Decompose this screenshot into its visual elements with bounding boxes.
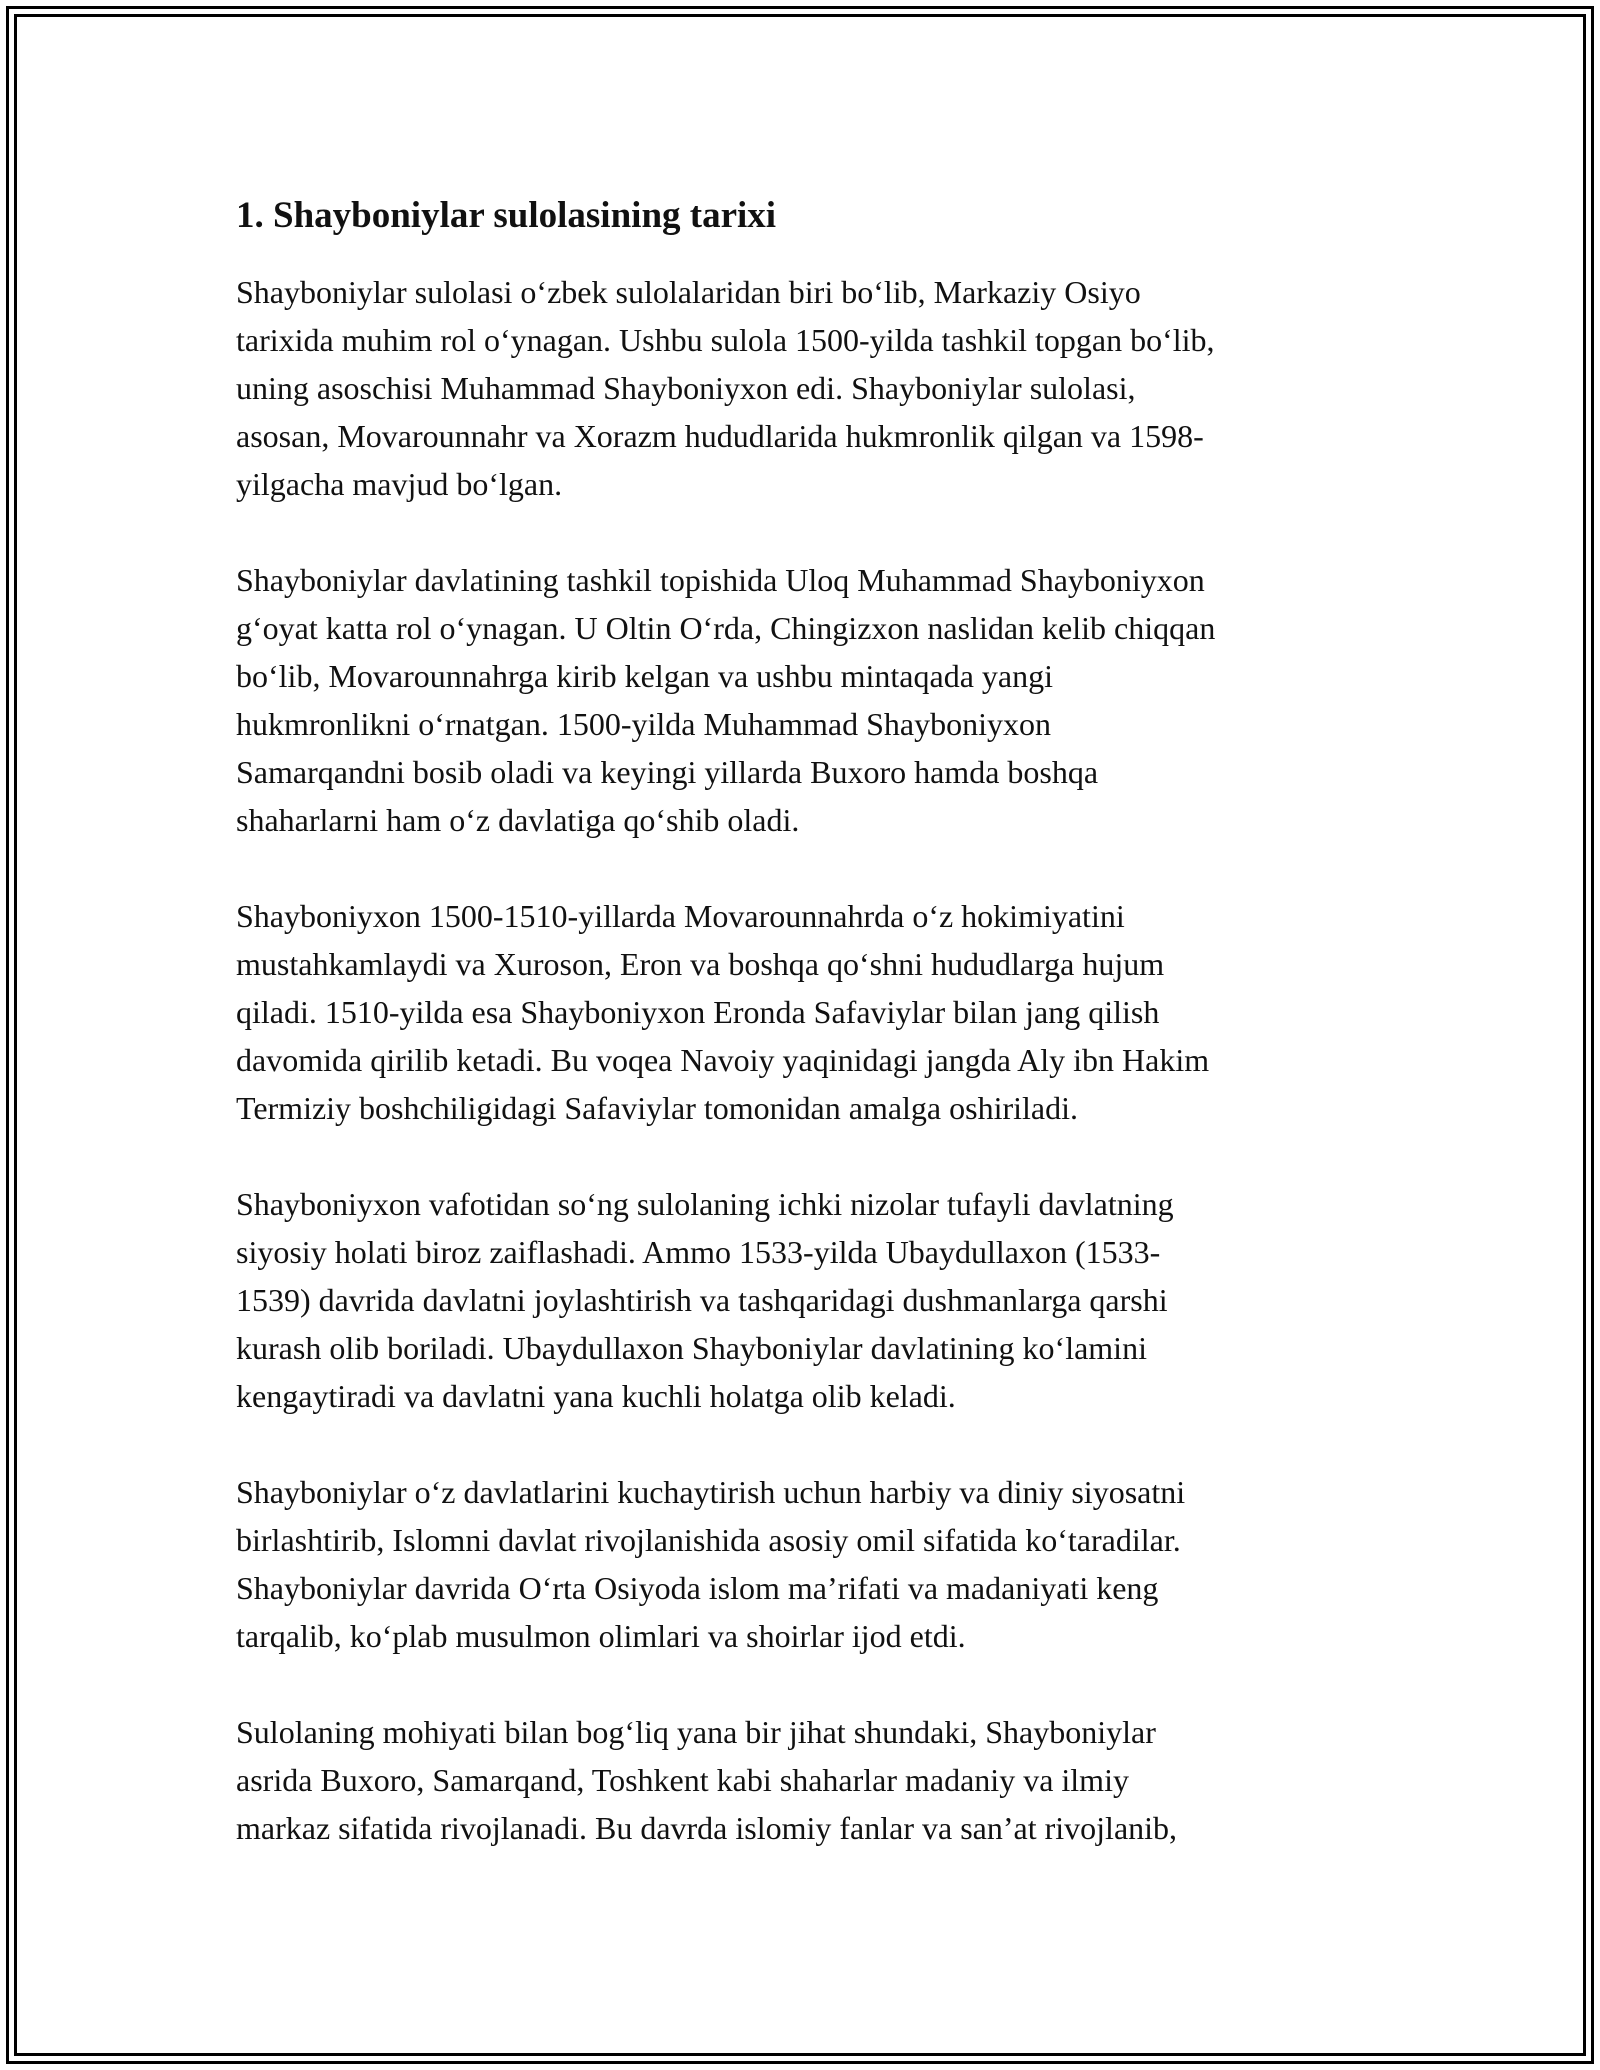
paragraph-line: asosan, Movarounnahr va Xorazm hududlarida hukmronlik qilgan va 1598- xyxy=(236,418,1204,454)
paragraph-line: bo‘lib, Movarounnahrga kirib kelgan va ushbu mintaqada yangi xyxy=(236,658,1053,694)
paragraph-line: Shayboniylar davlatining tashkil topishida Uloq Muhammad Shayboniyxon xyxy=(236,562,1205,598)
paragraph-line: tarixida muhim rol o‘ynagan. Ushbu sulola 1500-yilda tashkil topgan bo‘lib, xyxy=(236,322,1215,358)
paragraph-line: davomida qirilib ketadi. Bu voqea Navoiy yaqinidagi jangda Aly ibn Hakim xyxy=(236,1042,1210,1078)
section-heading: 1. Shayboniylar sulolasining tarixi xyxy=(236,195,777,236)
paragraph-4 xyxy=(236,1180,1386,1420)
paragraph-line: birlashtirib, Islomni davlat rivojlanishida asosiy omil sifatida ko‘taradilar. xyxy=(236,1522,1181,1558)
paragraph-5 xyxy=(236,1468,1386,1660)
paragraph-3 xyxy=(236,892,1386,1132)
paragraph-line: hukmronlikni o‘rnatgan. 1500-yilda Muhammad Shayboniyxon xyxy=(236,706,1051,742)
paragraph-line: shaharlarni ham o‘z davlatiga qo‘shib oladi. xyxy=(236,802,800,838)
document-body xyxy=(236,188,1386,1900)
paragraph-line: Shayboniyxon 1500-1510-yillarda Movarounnahrda o‘z hokimiyatini xyxy=(236,898,1125,934)
paragraph-line: mustahkamlaydi va Xuroson, Eron va boshqa qo‘shni hududlarga hujum xyxy=(236,946,1165,982)
paragraph-line: uning asoschisi Muhammad Shayboniyxon edi. Shayboniylar sulolasi, xyxy=(236,370,1136,406)
paragraph-2 xyxy=(236,556,1386,844)
paragraph-line: Shayboniyxon vafotidan so‘ng sulolaning ichki nizolar tufayli davlatning xyxy=(236,1186,1174,1222)
paragraph-line: g‘oyat katta rol o‘ynagan. U Oltin O‘rda, Chingizxon naslidan kelib chiqqan xyxy=(236,610,1216,646)
paragraph-line: siyosiy holati biroz zaiflashadi. Ammo 1533-yilda Ubaydullaxon (1533- xyxy=(236,1234,1161,1270)
paragraph-line: 1539) davrida davlatni joylashtirish va tashqaridagi dushmanlarga qarshi xyxy=(236,1282,1168,1318)
paragraph-line: Samarqandni bosib oladi va keyingi yillarda Buxoro hamda boshqa xyxy=(236,754,1099,790)
paragraph-line: Shayboniylar o‘z davlatlarini kuchaytirish uchun harbiy va diniy siyosatni xyxy=(236,1474,1186,1510)
paragraph-line: kengaytiradi va davlatni yana kuchli holatga olib keladi. xyxy=(236,1378,956,1414)
paragraph-line: Shayboniylar sulolasi o‘zbek sulolalaridan biri bo‘lib, Markaziy Osiyo xyxy=(236,274,1141,310)
paragraph-line: Shayboniylar davrida O‘rta Osiyoda islom ma’rifati va madaniyati keng xyxy=(236,1570,1159,1606)
paragraph-1 xyxy=(236,268,1386,508)
paragraph-line: qiladi. 1510-yilda esa Shayboniyxon Eronda Safaviylar bilan jang qilish xyxy=(236,994,1160,1030)
paragraph-line: tarqalib, ko‘plab musulmon olimlari va shoirlar ijod etdi. xyxy=(236,1618,966,1654)
paragraph-line: yilgacha mavjud bo‘lgan. xyxy=(236,466,563,502)
paragraph-line: markaz sifatida rivojlanadi. Bu davrda islomiy fanlar va san’at rivojlanib, xyxy=(236,1810,1178,1846)
paragraph-line: Termiziy boshchiligidagi Safaviylar tomonidan amalga oshiriladi. xyxy=(236,1090,1078,1126)
paragraph-line: asrida Buxoro, Samarqand, Toshkent kabi shaharlar madaniy va ilmiy xyxy=(236,1762,1129,1798)
paragraph-6 xyxy=(236,1708,1386,1852)
paragraph-line: Sulolaning mohiyati bilan bog‘liq yana bir jihat shundaki, Shayboniylar xyxy=(236,1714,1156,1750)
paragraph-line: kurash olib boriladi. Ubaydullaxon Shayboniylar davlatining ko‘lamini xyxy=(236,1330,1147,1366)
